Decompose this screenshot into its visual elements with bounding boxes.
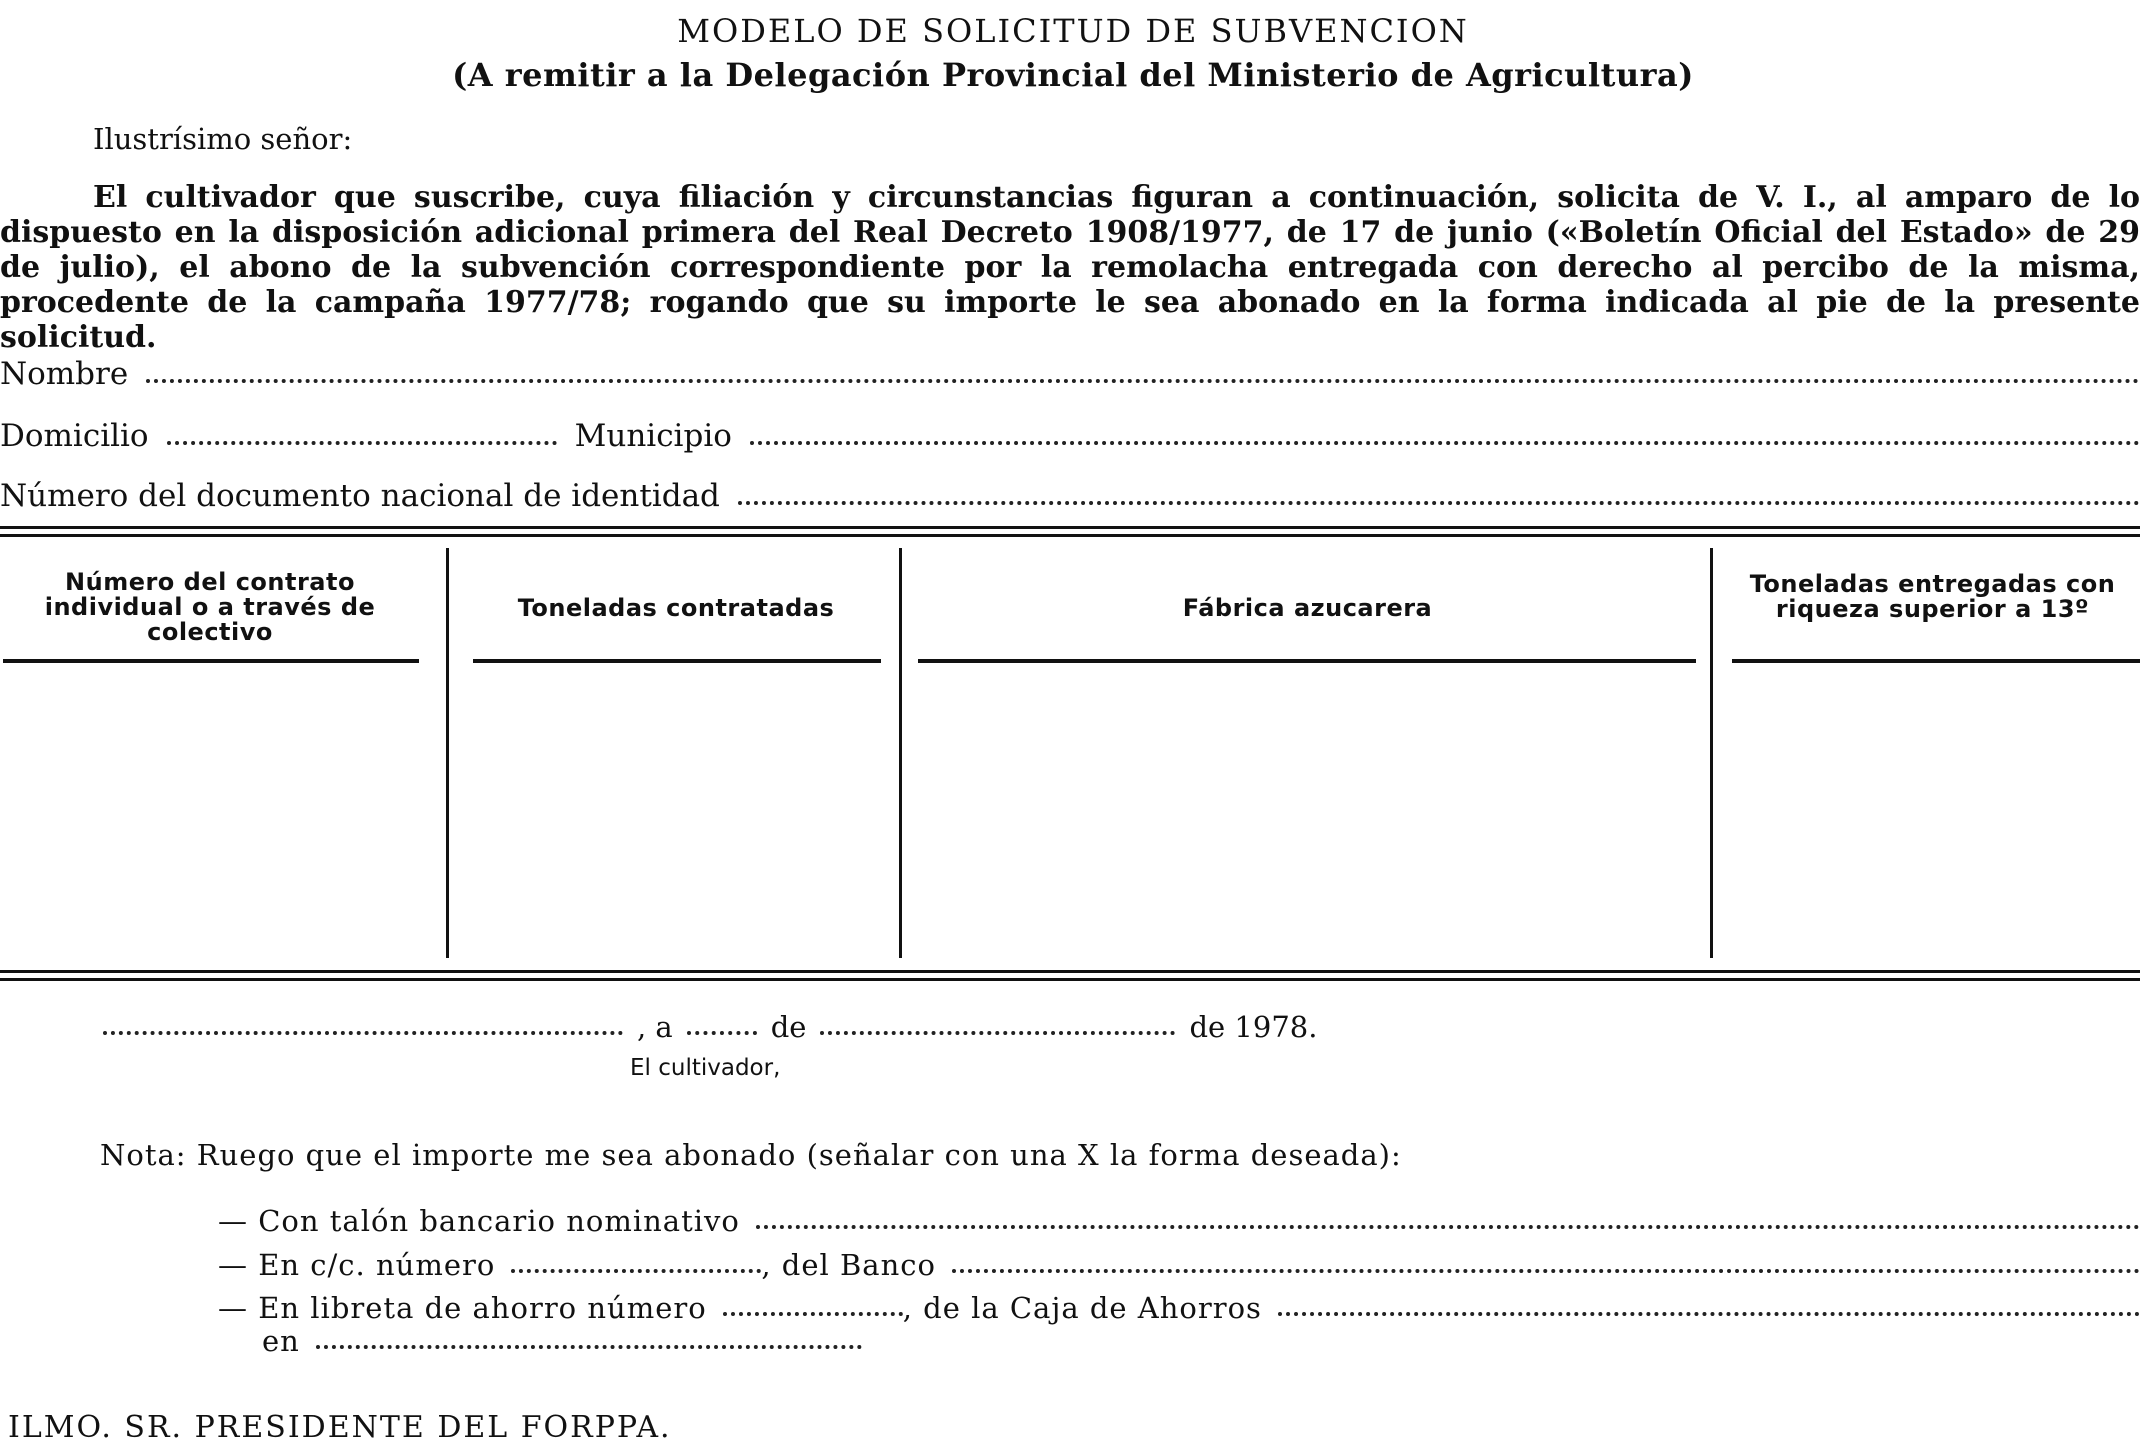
place-blank[interactable] <box>103 1031 623 1035</box>
en-label: en <box>262 1324 300 1358</box>
nombre-field <box>0 348 2140 392</box>
greeting: Ilustrísimo señor: <box>93 122 353 156</box>
banco-blank[interactable] <box>952 1269 2140 1273</box>
table-top-rule-1 <box>0 526 2140 529</box>
option-talon-blank[interactable] <box>756 1225 2140 1229</box>
column-header-fabrica: Fábrica azucarera <box>1182 594 1433 622</box>
cc-number-blank[interactable] <box>511 1269 761 1273</box>
column-header-toneladas-contratadas: Toneladas contratadas <box>517 594 835 622</box>
column-divider-1 <box>446 548 449 958</box>
nota-text: Nota: Ruego que el importe me sea abonado (señalar con una X la forma deseada): <box>100 1138 1402 1172</box>
domicilio-blank[interactable] <box>167 441 557 445</box>
column-underline-1 <box>3 659 419 663</box>
table-top-rule-2 <box>0 534 2140 537</box>
column-underline-4 <box>1732 659 2140 663</box>
column-underline-2 <box>473 659 881 663</box>
month-blank[interactable] <box>820 1031 1175 1035</box>
option-cc-label: — En c/c. número <box>218 1248 496 1282</box>
municipio-label: Municipio <box>574 418 732 454</box>
libreta-number-blank[interactable] <box>723 1312 903 1316</box>
addressee: ILMO. SR. PRESIDENTE DEL FORPPA. <box>8 1410 672 1445</box>
date-year-label: de 1978. <box>1189 1010 1318 1044</box>
caja-blank[interactable] <box>1278 1312 2140 1316</box>
municipio-blank[interactable] <box>750 441 2140 445</box>
date-a-label: , a <box>637 1010 673 1044</box>
table-bottom-rule-1 <box>0 970 2140 973</box>
request-paragraph-text: El cultivador que suscribe, cuya filiación y circunstancias figuran a continuación, solicita de V. I., al amparo de lo dispuesto en la disposición adicional primera del Real Decreto 1908/1977, de 17 de junio («Boletín Oficial del Estado» de 29 de julio), el abono de la subvención correspondiente por la remolacha entregada con derecho al percibo de la misma, procedente de la campaña 1977/78; rogando que su importe le sea abonado en la forma indicada al pie de la presente solicitud. <box>0 180 2140 355</box>
option-cc <box>218 1242 2140 1282</box>
banco-label: , del Banco <box>761 1248 936 1282</box>
column-underline-3 <box>918 659 1696 663</box>
domicilio-field <box>0 410 2140 454</box>
dni-label: Número del documento nacional de identidad <box>0 478 720 514</box>
en-blank[interactable] <box>316 1345 862 1349</box>
day-blank[interactable] <box>687 1031 757 1035</box>
dni-field <box>0 470 2140 514</box>
column-divider-2 <box>899 548 902 958</box>
column-header-contrato: Número del contrato individual o a través de colectivo <box>44 568 376 646</box>
caja-label: , de la Caja de Ahorros <box>902 1291 1262 1325</box>
nombre-label: Nombre <box>0 356 129 392</box>
option-talon-label: — Con talón bancario nominativo <box>218 1204 740 1238</box>
domicilio-label: Domicilio <box>0 418 149 454</box>
option-libreta-label: — En libreta de ahorro número <box>218 1291 707 1325</box>
request-paragraph <box>0 180 2140 355</box>
table-bottom-rule-2 <box>0 978 2140 981</box>
option-talon <box>218 1198 2140 1238</box>
date-line <box>103 1010 1317 1044</box>
dni-blank[interactable] <box>738 501 2140 505</box>
signer-label: El cultivador, <box>630 1055 781 1081</box>
nombre-blank[interactable] <box>146 379 2140 383</box>
form-title: MODELO DE SOLICITUD DE SUBVENCION <box>677 12 1469 50</box>
date-de-label: de <box>770 1010 807 1044</box>
column-divider-3 <box>1710 548 1713 958</box>
column-header-toneladas-entregadas: Toneladas entregadas con riqueza superior a 13º <box>1749 570 2116 623</box>
option-en <box>262 1318 862 1358</box>
form-subtitle: (A remitir a la Delegación Provincial del Ministerio de Agricultura) <box>452 56 1694 94</box>
